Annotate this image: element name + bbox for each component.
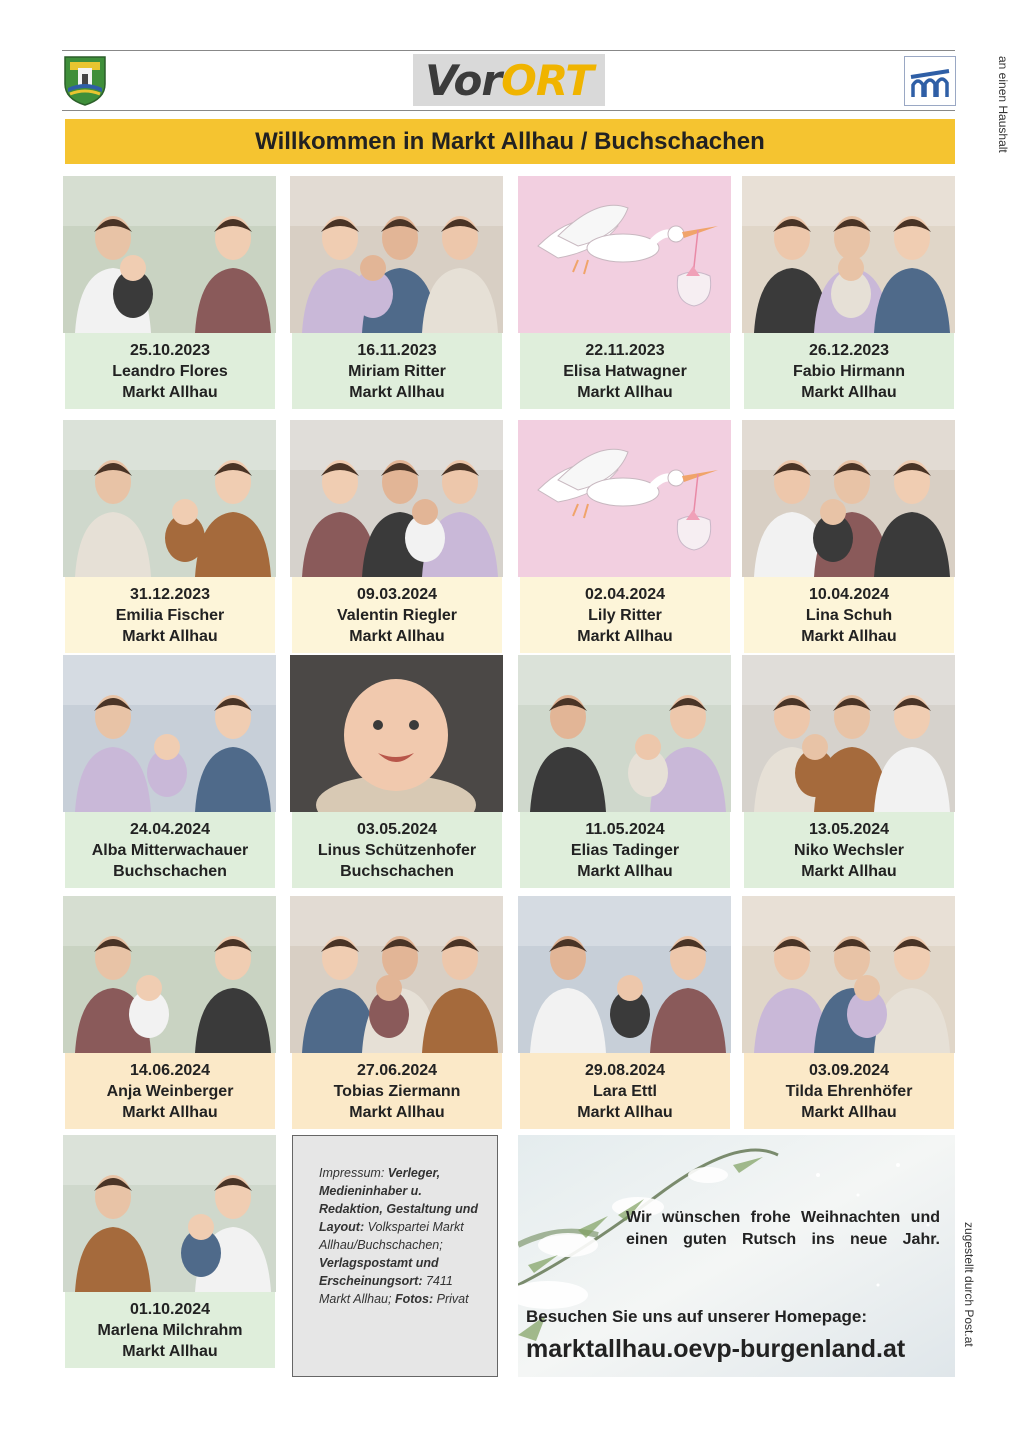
birth-name: Marlena Milchrahm <box>97 1321 243 1339</box>
christmas-greeting-panel <box>518 1135 955 1377</box>
bridge-arches-icon <box>904 56 956 106</box>
birth-caption <box>520 1053 730 1129</box>
birth-card <box>290 896 503 1138</box>
family-photo <box>63 420 276 577</box>
birth-date: 16.11.2023 <box>357 341 437 359</box>
birth-name: Anja Weinberger <box>106 1082 234 1100</box>
family-photo <box>63 1135 276 1292</box>
side-note-top: an einen Haushalt <box>996 56 1010 153</box>
birth-name: Niko Wechsler <box>794 841 904 859</box>
birth-place: Markt Allhau <box>577 627 673 645</box>
page-title-banner <box>65 119 955 164</box>
birth-date: 13.05.2024 <box>808 820 890 838</box>
birth-name: Lara Ettl <box>592 1082 657 1100</box>
family-photo <box>742 420 955 577</box>
birth-name: Elias Tadinger <box>570 841 680 859</box>
birth-date: 26.12.2023 <box>808 341 890 359</box>
birth-place: Markt Allhau <box>577 1103 673 1121</box>
birth-place: Markt Allhau <box>801 627 897 645</box>
birth-name: Elisa Hatwagner <box>563 362 687 380</box>
birth-caption <box>65 333 275 409</box>
birth-place: Markt Allhau <box>122 1103 218 1121</box>
birth-date: 29.08.2024 <box>584 1061 666 1079</box>
birth-name: Emilia Fischer <box>115 606 225 624</box>
birth-caption <box>65 1053 275 1129</box>
birth-place: Buchschachen <box>340 862 454 880</box>
birth-place: Markt Allhau <box>122 383 218 401</box>
birth-place: Markt Allhau <box>801 862 897 880</box>
birth-date: 09.03.2024 <box>356 585 438 603</box>
birth-caption <box>520 333 730 409</box>
birth-card <box>290 420 503 662</box>
birth-name: Linus Schützenhofer <box>317 841 477 859</box>
birth-card <box>518 176 731 418</box>
family-photo <box>290 896 503 1053</box>
christmas-greeting-text: Wir wünschen frohe Weihnachten und einen guten Rutsch ins neue Jahr. <box>626 1209 940 1248</box>
stork-illustration <box>518 176 731 333</box>
birth-date: 27.06.2024 <box>356 1061 438 1079</box>
birth-name: Lina Schuh <box>805 606 893 624</box>
birth-name: Valentin Riegler <box>336 606 458 624</box>
header-bottom-rule <box>62 110 955 111</box>
vorort-logo <box>413 54 605 106</box>
birth-card <box>63 655 276 897</box>
birth-place: Markt Allhau <box>801 1103 897 1121</box>
homepage-url[interactable]: marktallhau.oevp-burgenland.at <box>526 1335 906 1363</box>
birth-card <box>63 176 276 418</box>
impressum-postoffice-label: Verlagspostamt und Erscheinungsort: <box>319 1256 439 1288</box>
birth-caption <box>520 577 730 653</box>
birth-caption <box>292 333 502 409</box>
birth-caption <box>744 577 954 653</box>
birth-card <box>63 896 276 1138</box>
birth-caption <box>292 812 502 888</box>
family-photo <box>63 896 276 1053</box>
birth-card <box>742 176 955 418</box>
birth-caption <box>65 1292 275 1368</box>
birth-caption <box>744 1053 954 1129</box>
birth-card <box>290 176 503 418</box>
birth-name: Fabio Hirmann <box>792 362 905 380</box>
birth-card <box>63 420 276 662</box>
logo-vor-text: Vor <box>425 55 502 105</box>
side-note-bottom: zugestellt durch Post.at <box>962 1222 976 1347</box>
birth-caption <box>744 812 954 888</box>
birth-name: Leandro Flores <box>112 362 228 380</box>
birth-date: 01.10.2024 <box>129 1300 211 1318</box>
birth-name: Tobias Ziermann <box>333 1082 461 1100</box>
page-title: Willkommen in Markt Allhau / Buchschachen <box>255 127 765 155</box>
birth-date: 24.04.2024 <box>129 820 211 838</box>
birth-place: Markt Allhau <box>122 627 218 645</box>
birth-caption <box>65 812 275 888</box>
family-photo <box>742 176 955 333</box>
impressum-publisher: Volkspartei Markt Allhau/Buchschachen; <box>319 1220 464 1252</box>
birth-date: 31.12.2023 <box>129 585 211 603</box>
birth-date: 25.10.2023 <box>129 341 211 359</box>
birth-card <box>518 420 731 662</box>
family-photo <box>518 655 731 812</box>
impressum-publisher-label: Verleger, Medieninhaber u. Redaktion, Gestaltung und Layout: <box>319 1166 479 1234</box>
birth-caption <box>744 333 954 409</box>
family-photo <box>742 655 955 812</box>
family-photo <box>290 176 503 333</box>
birth-date: 10.04.2024 <box>808 585 890 603</box>
birth-card <box>290 655 503 897</box>
family-photo <box>63 655 276 812</box>
stork-illustration <box>518 420 731 577</box>
family-photo <box>63 176 276 333</box>
birth-date: 22.11.2023 <box>585 341 665 359</box>
birth-card <box>742 655 955 897</box>
municipal-crest-icon <box>62 54 108 106</box>
family-photo <box>518 896 731 1053</box>
birth-caption <box>520 812 730 888</box>
birth-card <box>63 1135 276 1377</box>
birth-date: 14.06.2024 <box>129 1061 211 1079</box>
birth-card <box>742 420 955 662</box>
birth-date: 03.05.2024 <box>356 820 438 838</box>
header-top-rule <box>62 50 955 51</box>
birth-date: 11.05.2024 <box>585 820 665 838</box>
birth-caption <box>292 577 502 653</box>
birth-place: Markt Allhau <box>349 627 445 645</box>
birth-card <box>518 655 731 897</box>
logo-ort-text: ORT <box>501 55 593 105</box>
birth-name: Tilda Ehrenhöfer <box>785 1082 913 1100</box>
birth-caption <box>292 1053 502 1129</box>
birth-card <box>742 896 955 1138</box>
family-photo <box>290 420 503 577</box>
birth-place: Markt Allhau <box>349 383 445 401</box>
birth-name: Miriam Ritter <box>348 362 446 380</box>
birth-card <box>518 896 731 1138</box>
impressum-box <box>292 1135 498 1377</box>
birth-place: Markt Allhau <box>577 862 673 880</box>
birth-place: Markt Allhau <box>349 1103 445 1121</box>
birth-place: Markt Allhau <box>801 383 897 401</box>
birth-place: Markt Allhau <box>122 1342 218 1360</box>
birth-place: Markt Allhau <box>577 383 673 401</box>
impressum-postoffice: 7411 Markt Allhau; <box>319 1274 453 1306</box>
birth-caption <box>65 577 275 653</box>
birth-date: 03.09.2024 <box>808 1061 890 1079</box>
homepage-invitation: Besuchen Sie uns auf unserer Homepage: <box>526 1307 868 1326</box>
birth-name: Lily Ritter <box>588 606 662 624</box>
impressum-label: Impressum: <box>319 1166 388 1180</box>
birth-place: Buchschachen <box>113 862 227 880</box>
birth-date: 02.04.2024 <box>584 585 666 603</box>
baby-photo <box>290 655 503 812</box>
impressum-photos: Privat <box>433 1292 469 1306</box>
birth-name: Alba Mitterwachauer <box>91 841 249 859</box>
impressum-photos-label: Fotos: <box>394 1292 434 1306</box>
family-photo <box>742 896 955 1053</box>
